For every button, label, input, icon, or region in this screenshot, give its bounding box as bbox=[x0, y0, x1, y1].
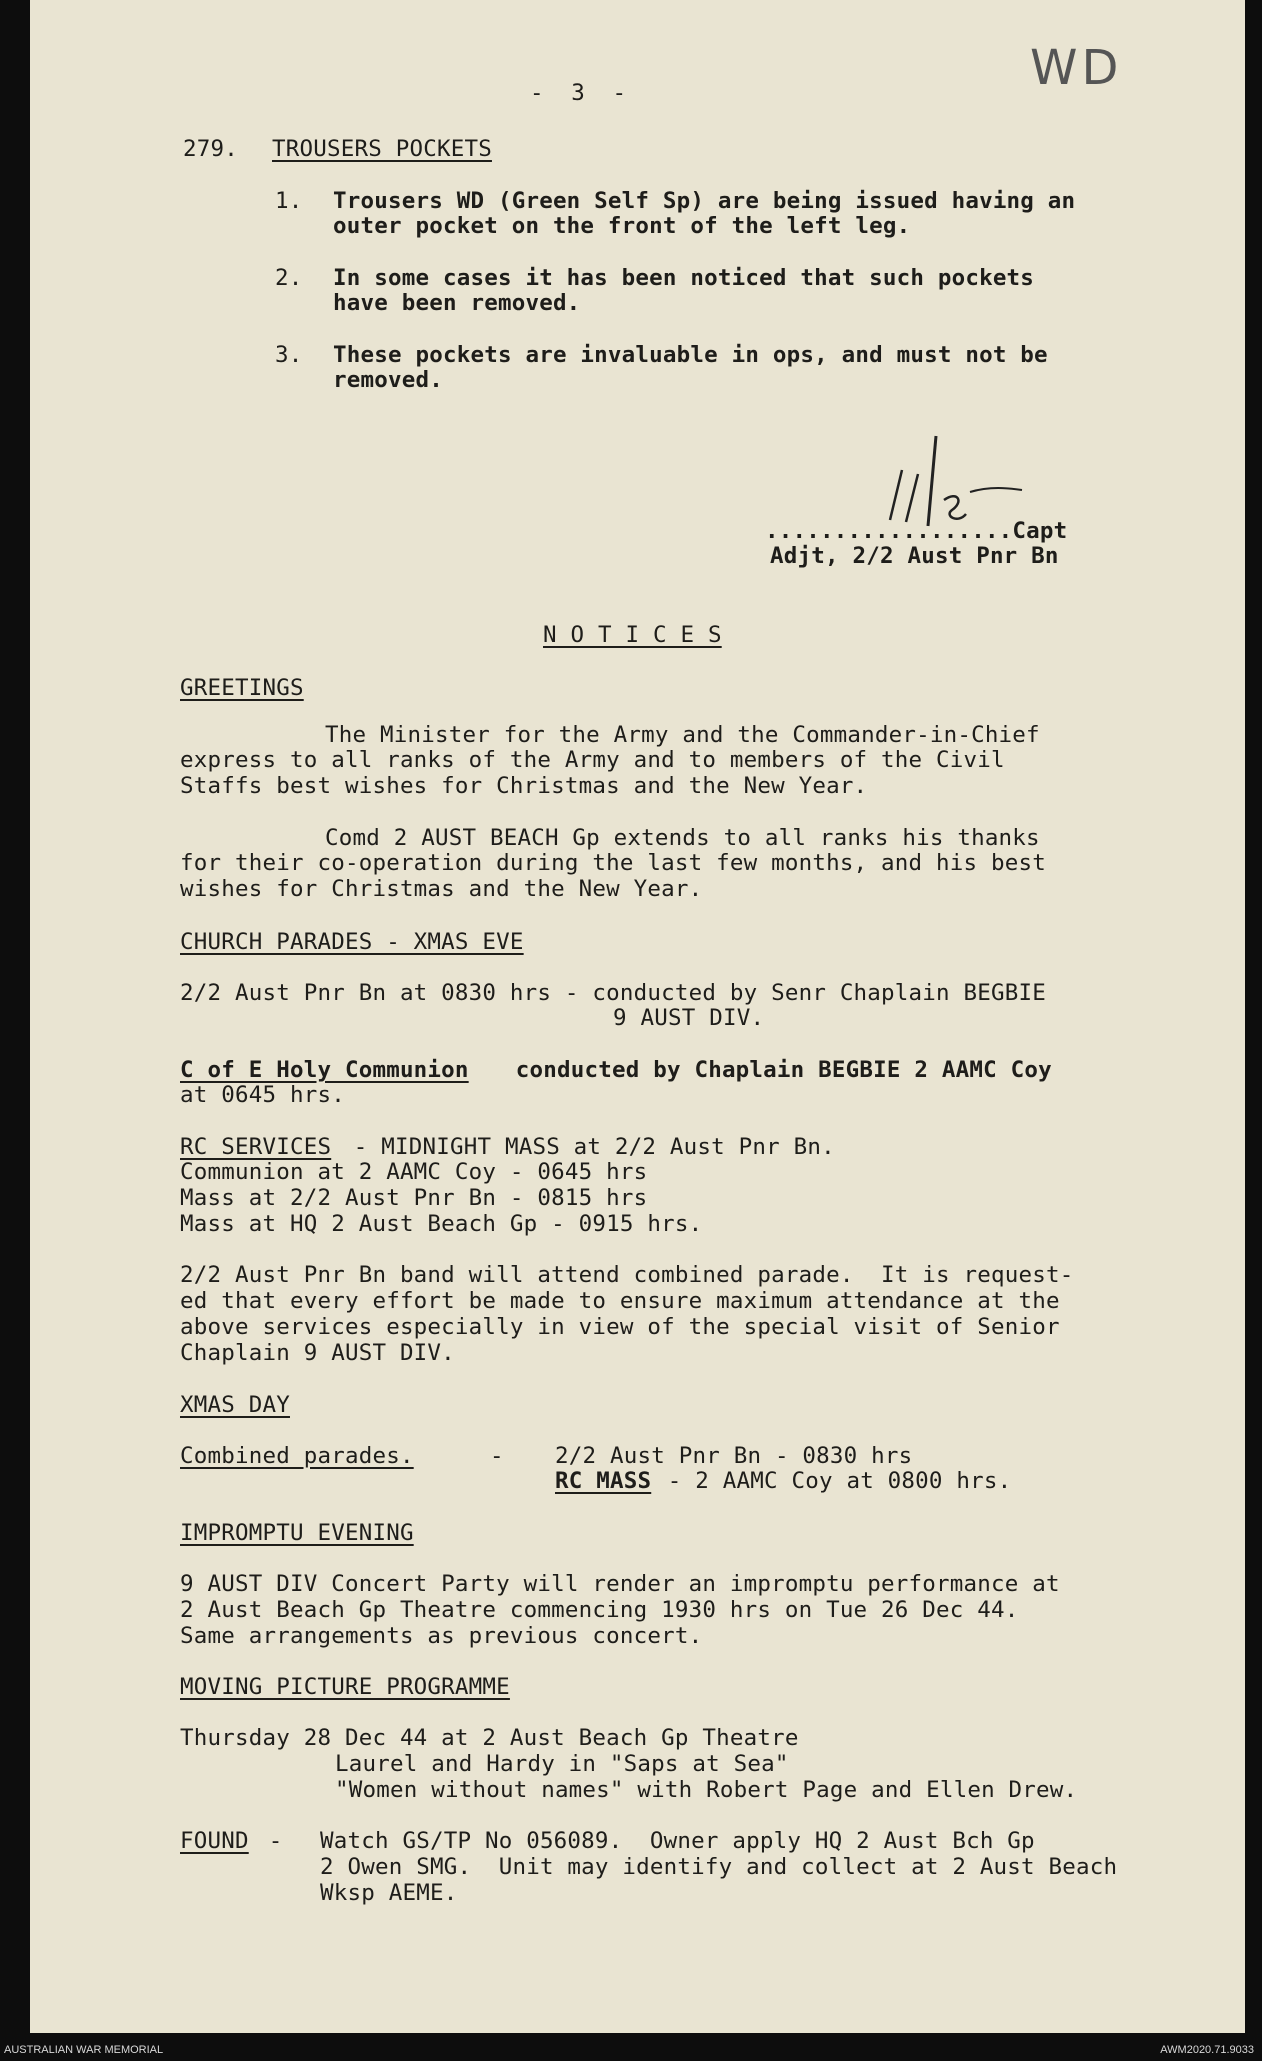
para-line: have been removed. bbox=[333, 290, 581, 316]
document-page bbox=[30, 0, 1245, 2033]
item-number: 279. bbox=[183, 136, 238, 162]
para-line: removed. bbox=[333, 367, 443, 393]
greetings-line: Staffs best wishes for Christmas and the New Year. bbox=[180, 773, 868, 799]
footer-source: AUSTRALIAN WAR MEMORIAL bbox=[4, 2044, 164, 2056]
signature-role: Adjt, 2/2 Aust Pnr Bn bbox=[770, 543, 1059, 569]
para-line: outer pocket on the front of the left leg. bbox=[333, 213, 911, 239]
found-line: 2 Owen SMG. Unit may identify and collect at 2 Aust Beach bbox=[320, 1854, 1118, 1880]
band-line: above services especially in view of the special visit of Senior bbox=[180, 1314, 1060, 1340]
impromptu-heading: IMPROMPTU EVENING bbox=[180, 1520, 414, 1546]
para-line: In some cases it has been noticed that such pockets bbox=[333, 265, 1035, 291]
rc-line: Mass at HQ 2 Aust Beach Gp - 0915 hrs. bbox=[180, 1211, 703, 1237]
found-line: Wksp AEME. bbox=[320, 1880, 458, 1906]
church-heading: CHURCH PARADES - XMAS EVE bbox=[180, 929, 524, 955]
band-line: ed that every effort be made to ensure maximum attendance at the bbox=[180, 1288, 1060, 1314]
greetings-line: express to all ranks of the Army and to members of the Civil bbox=[180, 747, 1005, 773]
band-line: Chaplain 9 AUST DIV. bbox=[180, 1340, 455, 1366]
notices-heading: N O T I C E S bbox=[543, 622, 722, 648]
xmas-line: 2/2 Aust Pnr Bn - 0830 hrs bbox=[555, 1443, 913, 1469]
greetings-line: Comd 2 AUST BEACH Gp extends to all ranks his thanks bbox=[325, 825, 1040, 851]
coe-line: at 0645 hrs. bbox=[180, 1082, 345, 1108]
found-dash: - bbox=[255, 1828, 283, 1854]
para-line: Trousers WD (Green Self Sp) are being issued having an bbox=[333, 188, 1076, 214]
rc-heading: RC SERVICES bbox=[180, 1134, 332, 1160]
greetings-line: wishes for Christmas and the New Year. bbox=[180, 876, 703, 902]
found-line: Watch GS/TP No 056089. Owner apply HQ 2 Aust Bch Gp bbox=[320, 1828, 1035, 1854]
footer-accession: AWM2020.71.9033 bbox=[1160, 2044, 1254, 2056]
para-number: 3. bbox=[275, 342, 303, 368]
xmas-day-heading: XMAS DAY bbox=[180, 1392, 290, 1418]
item-title: TROUSERS POCKETS bbox=[272, 136, 492, 162]
band-line: 2/2 Aust Pnr Bn band will attend combined parade. It is request- bbox=[180, 1262, 1074, 1288]
pictures-heading: MOVING PICTURE PROGRAMME bbox=[180, 1674, 510, 1700]
combined-parades-label: Combined parades. bbox=[180, 1443, 414, 1469]
page-number: - 3 - bbox=[530, 80, 627, 106]
signature-line: ..................Capt bbox=[765, 518, 1068, 544]
impromptu-line: 9 AUST DIV Concert Party will render an impromptu performance at bbox=[180, 1571, 1060, 1597]
xmas-line: - 2 AAMC Coy at 0800 hrs. bbox=[654, 1468, 1012, 1494]
archive-footer bbox=[0, 2040, 1262, 2058]
para-number: 1. bbox=[275, 188, 303, 214]
church-line: 2/2 Aust Pnr Bn at 0830 hrs - conducted by Senr Chaplain BEGBIE bbox=[180, 980, 1047, 1006]
para-number: 2. bbox=[275, 265, 303, 291]
coe-line: conducted by Chaplain BEGBIE 2 AAMC Coy bbox=[502, 1057, 1052, 1083]
found-heading: FOUND bbox=[180, 1828, 249, 1854]
pictures-line: Thursday 28 Dec 44 at 2 Aust Beach Gp Theatre bbox=[180, 1725, 799, 1751]
rc-line: Communion at 2 AAMC Coy - 0645 hrs bbox=[180, 1159, 648, 1185]
greetings-heading: GREETINGS bbox=[180, 675, 304, 701]
greetings-line: for their co-operation during the last few months, and his best bbox=[180, 850, 1047, 876]
coe-heading: C of E Holy Communion bbox=[180, 1057, 469, 1083]
church-line: 9 AUST DIV. bbox=[613, 1005, 765, 1031]
pictures-line: "Women without names" with Robert Page and Ellen Drew. bbox=[335, 1777, 1078, 1803]
wd-stamp: WD bbox=[1030, 40, 1123, 96]
impromptu-line: 2 Aust Beach Gp Theatre commencing 1930 hrs on Tue 26 Dec 44. bbox=[180, 1597, 1019, 1623]
pictures-line: Laurel and Hardy in "Saps at Sea" bbox=[335, 1751, 789, 1777]
xmas-dash: - bbox=[490, 1443, 504, 1469]
rc-line: - MIDNIGHT MASS at 2/2 Aust Pnr Bn. bbox=[340, 1134, 835, 1160]
greetings-line: The Minister for the Army and the Commander-in-Chief bbox=[325, 722, 1040, 748]
rc-mass-label: RC MASS bbox=[555, 1468, 652, 1494]
rc-line: Mass at 2/2 Aust Pnr Bn - 0815 hrs bbox=[180, 1185, 648, 1211]
para-line: These pockets are invaluable in ops, and must not be bbox=[333, 342, 1048, 368]
impromptu-line: Same arrangements as previous concert. bbox=[180, 1623, 703, 1649]
